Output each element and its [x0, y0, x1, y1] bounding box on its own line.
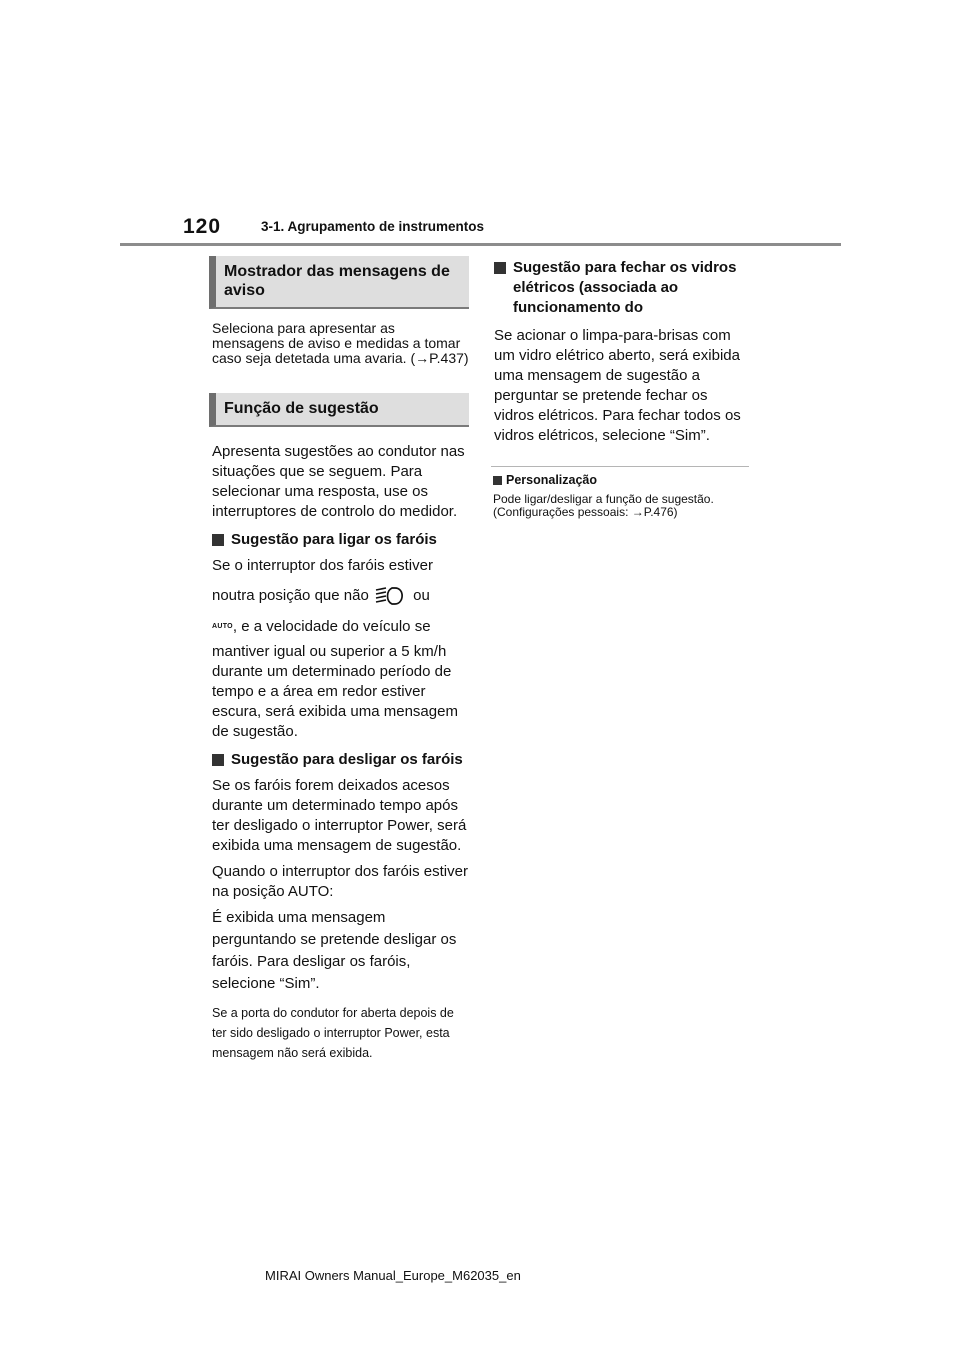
- subheading-headlights-on-label: Sugestão para ligar os faróis: [231, 531, 437, 548]
- subheading-power-windows-label: Sugestão para fechar os vidros elétricos (associada ao funcionamento do: [513, 259, 737, 316]
- auto-light-icon: AUTO: [212, 623, 233, 630]
- footer-manual-id: MIRAI Owners Manual_Europe_M62035_en: [265, 1268, 521, 1283]
- customization-text: Pode ligar/desligar a função de sugestão.: [493, 492, 714, 506]
- header-divider: [120, 243, 841, 246]
- square-bullet-icon: [494, 262, 506, 274]
- headlights-on-text-b: [212, 580, 469, 611]
- warning-messages-text: Seleciona para apresentar as mensagens de aviso e medidas a tomar caso seja detetada uma avaria. (→P.437): [212, 320, 469, 366]
- headlights-off-text: Se os faróis forem deixados acesos durante um determinado tempo após ter desligado o interruptor Power, será exibida uma mensagem de sugestão.: [212, 777, 467, 854]
- heading-warning-messages: Mostrador das mensagens de aviso: [209, 256, 469, 309]
- subheading-headlights-on: [212, 530, 469, 550]
- headlights-on-text-d: mantiver igual ou superior a 5 km/h durante um determinado período de tempo e a área em redor estiver escura, será exibida uma mensagem de sugestão.: [212, 643, 458, 740]
- square-bullet-icon: [493, 476, 502, 485]
- right-column: [491, 256, 749, 519]
- headlights-on-text-or: ou: [413, 587, 430, 604]
- square-bullet-icon: [212, 754, 224, 766]
- subheading-headlights-off-label: Sugestão para desligar os faróis: [231, 751, 463, 768]
- low-beam-headlight-icon: [375, 586, 407, 606]
- customization-divider: [491, 466, 749, 467]
- customization-heading-label: Personalização: [506, 473, 598, 487]
- subheading-power-windows: [494, 258, 749, 318]
- headlights-off-note: Se a porta do condutor for aberta depois de ter sido desligado o interruptor Power, esta mensagem não será exibida.: [212, 1006, 454, 1060]
- suggestion-function-text: Apresenta sugestões ao condutor nas situações que se seguem. Para selecionar uma resposta, use os interruptores de controlo do medidor.: [212, 443, 465, 520]
- customization-heading: [493, 473, 749, 487]
- page-number: 120: [183, 215, 222, 238]
- headlights-off-auto-text: Quando o interruptor dos faróis estiver na posição AUTO:: [212, 863, 468, 900]
- power-windows-text: Se acionar o limpa-para-brisas com um vidro elétrico aberto, será exibida uma mensagem de sugestão a perguntar se pretende fechar os vidros elétricos. Para fechar todos os vidros elétricos, selecione “Sim”.: [494, 327, 741, 444]
- left-column: [209, 256, 469, 1063]
- headlights-off-message-text: É exibida uma mensagem perguntando se pretende desligar os faróis. Para desligar os faróis, selecione “Sim”.: [212, 909, 457, 992]
- section-title: 3-1. Agrupamento de instrumentos: [261, 219, 485, 234]
- square-bullet-icon: [212, 534, 224, 546]
- customization-reference: (Configurações pessoais: →P.476): [493, 505, 678, 519]
- subheading-headlights-off: [212, 750, 469, 770]
- headlights-on-text-c-label: , e a velocidade do veículo se: [232, 618, 431, 635]
- headlights-on-text-a: Se o interruptor dos faróis estiver: [212, 557, 433, 574]
- headlights-on-text-c: [212, 611, 469, 642]
- heading-suggestion-function: Função de sugestão: [209, 393, 469, 427]
- headlights-on-text-b-label: noutra posição que não: [212, 587, 369, 604]
